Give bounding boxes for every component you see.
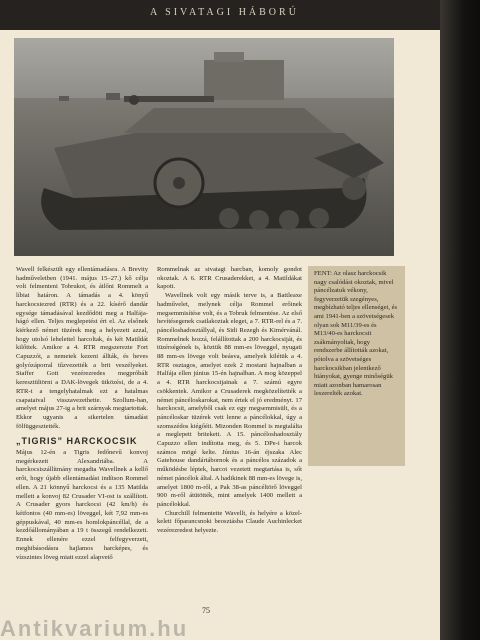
tank-photo xyxy=(14,38,394,256)
paragraph: Rommelnak az sivatagi harcban, komoly gondot okoztak. A 6. RTR Crusaderekket, a 4. Matildákat kapott. xyxy=(157,266,302,291)
tank-photo-icon xyxy=(14,38,394,256)
text-column-middle xyxy=(157,266,302,630)
book-spine-shadow xyxy=(440,0,480,640)
section-subheading: „TIGRIS” HARCKOCSIK xyxy=(16,436,138,447)
paragraph: Churchill felmentette Wavellt, és helyére a közel-keleti főparancsnoki beosztásba Claude Auchinlecket vezérezredest helyezte. xyxy=(157,509,302,535)
paragraph: Május 12-én a Tigris fedőnevű konvoj megérkezett Alexandriába. A harckocsiszállítmány megadta Wavellnek a kellő erőt, hogy újabb ellentámadást indítson Rommel ellen. A 21 könnyű harckocsi és a 135 Matilda mellett a konvoj 82 Crusader VI-ost is szállított. A Crusader gyors harckocsi (42 km/h) és kétfontos (40 mm-es) löveggel, két 7,92 mm-es géppuskával, 40 mm-es homlokpáncéllal, de a kezdőállományában a 19 t összegű rendelkezett. Ennek ellenére ezzel felfegyverzett, meghibásodásra hajlamos harcképes, és vízszintes löveg miatt ezzel alapvető xyxy=(16,449,148,561)
paragraph: Wavellnek volt egy másik terve is, a Battleaxe hadművelet, melynek célja Rommel erőinek megsemmisítése volt, és a Tobruk felmentése. Az első hevítésegenek csatlakoztak eleget, a 7. RTR-rel és a 7. páncéloshadosztállyal, és Sidi Rezegh és Kimérvánál. Rommelnek hozzá, felállítottak a 200 harckocsiját, és tüzérségének is, köztük 88 mm-es löveggel, nyugati 88 mm-es lövege volt beásva, amelyek kilétük a 4. RTR osztagos, amelyet ezek 2 mostani hajnalban a Halfája ellen június 15-én hajnalban. A mog közeppel a 4. RTR harckocsijainak a 7. számú egyre csökkentek. Amikor a Crusaderek megközelítették a német páncéloskarokat, nem értek el jó eredményt. 17 harckocsit, amelyből csak ez egy megsemmisült, és a páncéloskar tüzérek vett lenne a páncélokkal, úgy a szomszédos kiégőéit. Mizonden Rommel is megtalálta a meglepett britekett. A 15. páncéloshadosztály Capuzzo ellen indította meg, és 5. DPe-i harcok számos mögé kelte. Június 16-án éjszaka Alec Gatehouse dandártábornok és a páncélos századok a működésbe léptek, harcot vezetett megtartása is, sőt német páncélok által. A hadikinek 88 mm-es lövege is, amelyet 1800 m-ről, a Pak 38-as páncéltörő löveggel 900 m-ről átütötték, mint amelyek 1400 mellett a páncélokkal. xyxy=(157,292,302,508)
paragraph: Wavell felkészült egy ellentámadásra. A Brevity hadműveletben (1941. május 15–27.) kő célja volt felmenteni Tobrukot, és átlőni Rommelt a líbiai határon. A támadás a 4. könyű harckocsiezred (RTR) és a 22. kísérő dandár egysége támadásával kezdődött meg a Halfája-hágó ellen. Teljes meglepetést ért el. Az elsőnek kiérkező német tüzérek meg a helyezett azzal, hogy utolsó lehelettel harcoltak, és két Matildát kilőttek. Amikor a 4. RTR megszerezte Fort Capuzzót, a nemetek kezeni állták, és heves golyózáporral tűzvezették a brit veszélyeket. Staffer Gott vezérezredes megpróbált keresztültörni a DAK-lövegek ütközési, de a 4. RTR-t a tengelyhatalmak ezt a hatalmas csapataival visszavezethette. Szollum-ban, amelyet május 27-ig a brit szárnyak megtartottak. Ekkor ugyanis a sikertelen támadást fölfüggesztették. xyxy=(16,266,148,430)
running-header-title: A SIVATAGI HÁBORÚ xyxy=(150,7,299,18)
running-header-bar xyxy=(0,0,440,30)
text-column-left xyxy=(16,266,148,630)
watermark-logo: Antikvarium.hu xyxy=(0,616,189,640)
photo-caption-text: FENT: Az olasz harckocsik nagy csalódást okoztak, mivel páncélzatuk vékony, fegyverzetük szegényes, megbízható teljes ellenséget, és ami 1941-ben a szövetségesek olyan sok M11/39-es és M13/40-es harckocsit zsákmányoltak, hogy rendszerbe állították azokat, pótolva a szövetséges harckocsikban jelentkező hiányokat, gyenge minőségük miatt azonban hamarosan leszerelték azokat. xyxy=(314,270,398,398)
page-number: 75 xyxy=(202,606,210,615)
